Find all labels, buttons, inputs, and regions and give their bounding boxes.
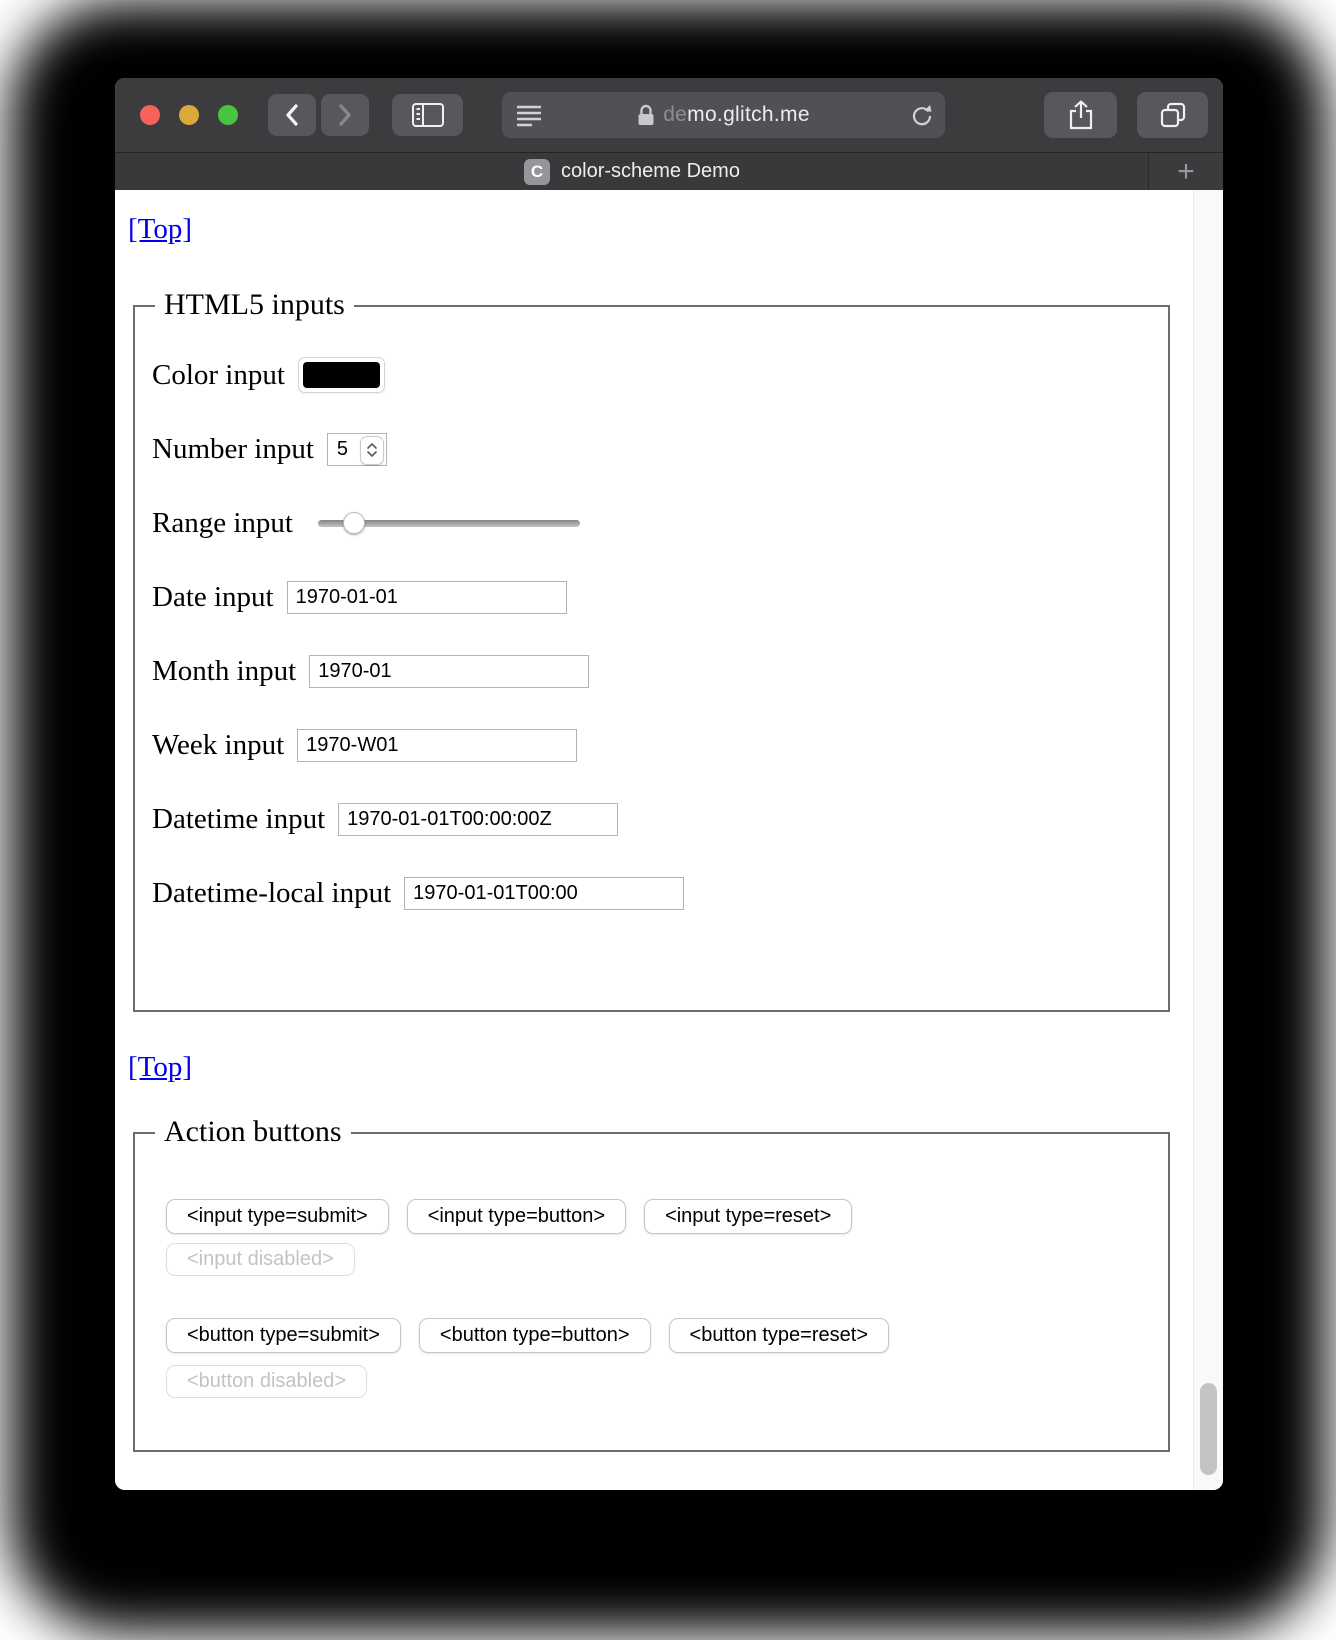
input-submit-button[interactable]: <input type=submit> xyxy=(166,1199,389,1234)
minimize-window-button[interactable] xyxy=(179,105,199,125)
tab-favicon: C xyxy=(524,159,550,185)
input-buttons-row xyxy=(166,1199,1168,1234)
range-input[interactable] xyxy=(318,505,580,541)
datetime-local-input-label: Datetime-local input xyxy=(152,876,392,909)
range-thumb[interactable] xyxy=(343,512,365,534)
top-anchor[interactable]: [Top] xyxy=(128,1051,193,1083)
date-input-label: Date input xyxy=(152,580,274,613)
input-button-button[interactable]: <input type=button> xyxy=(407,1199,626,1234)
lock-icon xyxy=(637,104,655,127)
month-input-label: Month input xyxy=(152,654,297,687)
tab-bar xyxy=(115,152,1223,190)
refresh-icon[interactable] xyxy=(909,103,935,129)
button-disabled-row xyxy=(166,1365,1168,1398)
week-input[interactable] xyxy=(297,729,577,762)
tab-overview-button[interactable] xyxy=(1137,92,1208,138)
top-anchor[interactable]: [Top] xyxy=(128,213,193,245)
range-input-row xyxy=(152,505,1168,541)
active-tab[interactable] xyxy=(115,153,1149,190)
scrollbar-thumb[interactable] xyxy=(1200,1383,1217,1475)
week-input-row xyxy=(152,727,1168,763)
share-icon xyxy=(1067,99,1095,131)
month-input[interactable] xyxy=(309,655,589,688)
chevron-right-icon xyxy=(334,102,356,128)
safari-window xyxy=(115,78,1223,1490)
chevron-left-icon xyxy=(281,102,303,128)
input-disabled-button: <input disabled> xyxy=(166,1243,355,1276)
button-reset-button[interactable]: <button type=reset> xyxy=(669,1318,889,1353)
sidebar-icon xyxy=(411,101,445,129)
zoom-window-button[interactable] xyxy=(218,105,238,125)
datetime-input[interactable] xyxy=(338,803,618,836)
stepper-down-icon xyxy=(367,451,377,457)
button-buttons-row xyxy=(166,1318,1168,1353)
datetime-input-label: Datetime input xyxy=(152,802,326,835)
color-input-label: Color input xyxy=(152,358,285,391)
url-host: mo.glitch.me xyxy=(687,103,810,126)
page-content xyxy=(115,190,1223,1490)
back-button[interactable] xyxy=(268,94,316,136)
month-input-row xyxy=(152,653,1168,689)
button-submit-button[interactable]: <button type=submit> xyxy=(166,1318,401,1353)
scrollbar-track[interactable] xyxy=(1193,190,1223,1490)
plus-icon: + xyxy=(1177,154,1195,188)
fieldset-legend: Action buttons xyxy=(155,1114,351,1150)
stepper-up-icon xyxy=(367,443,377,449)
forward-button[interactable] xyxy=(321,94,369,136)
url-text xyxy=(637,103,810,127)
number-input-row xyxy=(152,431,1168,467)
top-link-1 xyxy=(128,212,192,246)
input-reset-button[interactable]: <input type=reset> xyxy=(644,1199,852,1234)
number-input[interactable] xyxy=(327,433,387,466)
fieldset-legend: HTML5 inputs xyxy=(155,287,354,323)
color-input-row xyxy=(152,357,1168,393)
url-host-faded: de xyxy=(663,103,688,126)
fieldset-action-buttons xyxy=(133,1115,1170,1452)
date-input[interactable] xyxy=(287,581,567,614)
share-button[interactable] xyxy=(1044,92,1117,138)
sidebar-toggle-button[interactable] xyxy=(392,94,463,136)
number-input-label: Number input xyxy=(152,432,314,465)
date-input-row xyxy=(152,579,1168,615)
button-button-button[interactable]: <button type=button> xyxy=(419,1318,651,1353)
week-input-label: Week input xyxy=(152,728,285,761)
color-swatch-value xyxy=(303,362,380,388)
top-link-2 xyxy=(128,1050,192,1084)
input-disabled-row xyxy=(166,1243,1168,1276)
datetime-input-row xyxy=(152,801,1168,837)
reader-view-icon[interactable] xyxy=(515,103,545,127)
datetime-local-input[interactable] xyxy=(404,877,684,910)
range-input-label: Range input xyxy=(152,506,293,539)
color-input[interactable] xyxy=(298,357,385,393)
tab-title: color-scheme Demo xyxy=(561,160,740,182)
number-value: 5 xyxy=(336,437,349,460)
button-disabled-button: <button disabled> xyxy=(166,1365,367,1398)
new-tab-button[interactable] xyxy=(1148,153,1223,190)
browser-toolbar xyxy=(115,78,1223,152)
number-stepper[interactable] xyxy=(360,436,384,465)
fieldset-html5-inputs xyxy=(133,288,1170,1012)
datetime-local-input-row xyxy=(152,875,1168,911)
tabs-icon xyxy=(1158,100,1188,130)
close-window-button[interactable] xyxy=(140,105,160,125)
address-bar[interactable] xyxy=(502,92,945,138)
